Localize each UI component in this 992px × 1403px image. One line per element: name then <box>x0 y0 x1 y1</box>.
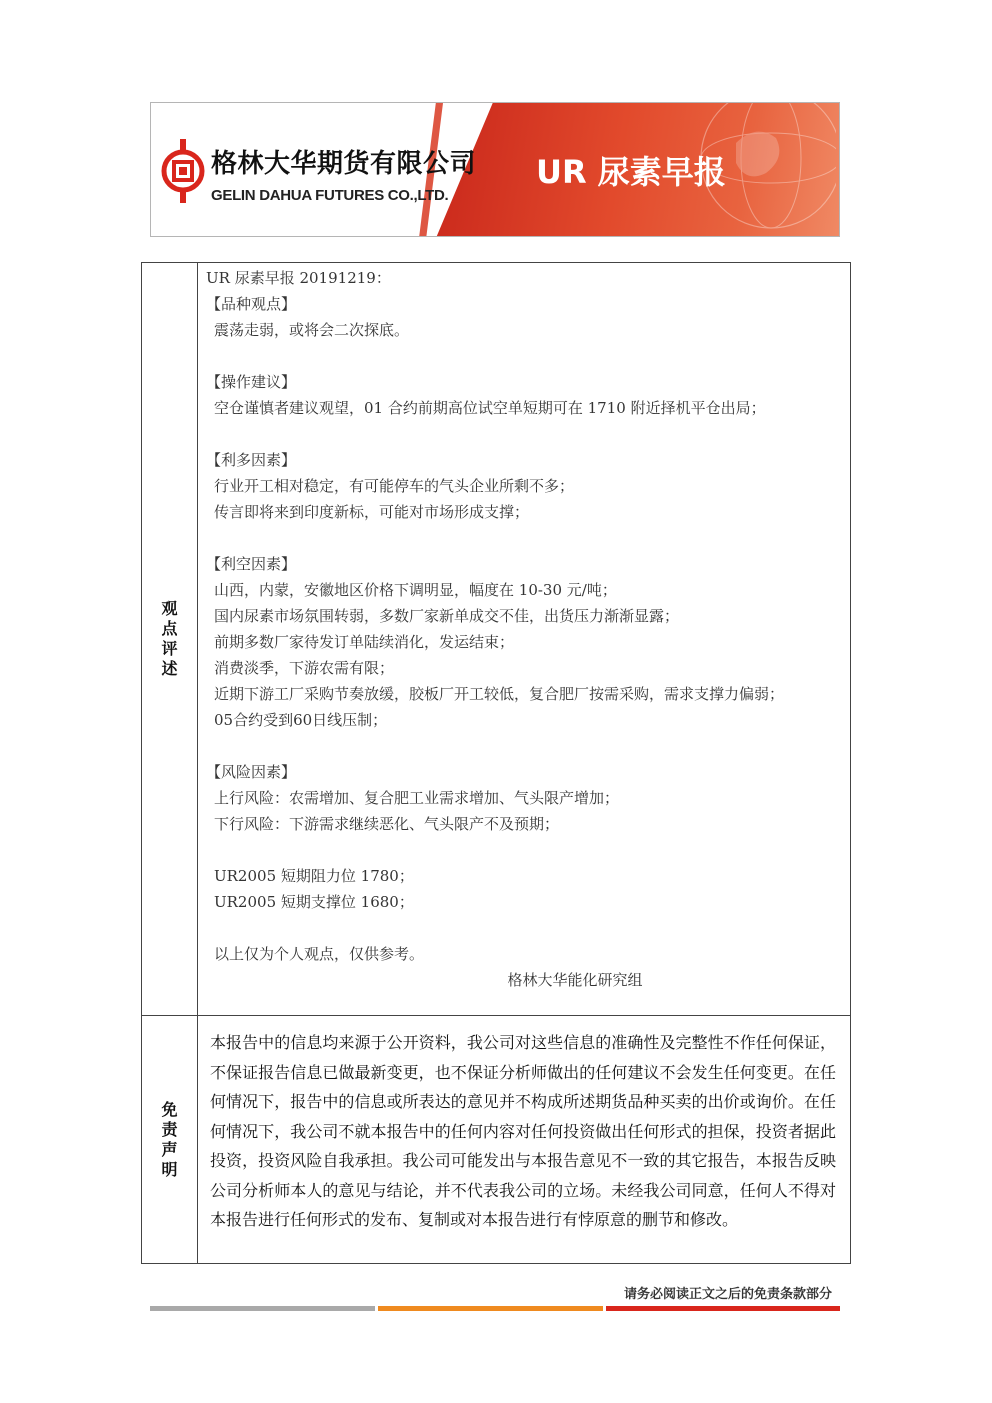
blank-line <box>206 915 844 941</box>
footer-bar-gray <box>150 1306 375 1311</box>
comment-label-cell <box>142 263 198 1016</box>
comment-label: 观点评述 <box>161 599 178 678</box>
comment-line: 【品种观点】 <box>206 295 297 313</box>
disclaimer-text: 本报告中的信息均来源于公开资料，我公司对这些信息的准确性及完整性不作任何保证，不保证报告信息已做最新变更，也不保证分析师做出的任何建议不会发生任何变更。在任何情况下，报告中的信息或所表达的意见并不构成所述期货品种买卖的出价或询价。在任何情况下，我公司不就本报告中的任何内容对任何投资做出任何形式的担保，投资者据此投资，投资风险自我承担。我公司可能发出与本报告意见不一致的其它报告，本报告反映公司分析师本人的意见与结论，并不代表我公司的立场。未经我公司同意，任何人不得对本报告进行任何形式的发布、复制或对本报告进行有悖原意的删节和修改。 <box>210 1033 836 1229</box>
comment-line: 空仓谨慎者建议观望，01 合约前期高位试空单短期可在 1710 附近择机平仓出局； <box>214 399 766 417</box>
disclaimer-content-cell <box>198 1016 851 1264</box>
comment-line: 山西，内蒙，安徽地区价格下调明显，幅度在 10-30 元/吨； <box>214 581 617 599</box>
comment-line: 消费淡季，下游农需有限； <box>214 659 395 677</box>
blank-line <box>206 525 844 551</box>
comment-line: 上行风险：农需增加、复合肥工业需求增加、气头限产增加； <box>214 789 620 807</box>
comment-line: UR 尿素早报 20191219： <box>206 269 391 287</box>
blank-line <box>206 837 844 863</box>
comment-line: 前期多数厂家待发订单陆续消化，发运结束； <box>214 633 515 651</box>
comment-line: 近期下游工厂采购节奏放缓，胶板厂开工较低，复合肥厂按需采购，需求支撑力偏弱； <box>214 685 785 703</box>
blank-line <box>206 733 844 759</box>
signature-line: 格林大华能化研究组 <box>507 971 643 989</box>
comment-line: 以上仅为个人观点，仅供参考。 <box>214 945 425 963</box>
footer-bar-orange <box>378 1306 603 1311</box>
comment-line: UR2005 短期阻力位 1780； <box>214 867 414 885</box>
disclaimer-row <box>142 1016 851 1264</box>
comment-line: 【风险因素】 <box>206 763 297 781</box>
comment-row <box>142 263 851 1016</box>
comment-line: 下行风险：下游需求继续恶化、气头限产不及预期； <box>214 815 560 833</box>
blank-line <box>206 343 844 369</box>
comment-line: 行业开工相对稳定，有可能停车的气头企业所剩不多； <box>214 477 575 495</box>
blank-line <box>206 421 844 447</box>
comment-content <box>198 263 850 993</box>
comment-line: UR2005 短期支撑位 1680； <box>214 893 414 911</box>
company-name-en: GELIN DAHUA FUTURES CO.,LTD. <box>211 187 449 204</box>
footer-note: 请务必阅读正文之后的免责条款部分 <box>623 1287 832 1302</box>
comment-line: 震荡走弱，或将会二次探底。 <box>214 321 410 339</box>
disclaimer-label: 免责声明 <box>161 1099 178 1179</box>
report-title: UR 尿素早报 <box>536 153 726 191</box>
comment-line: 【利多因素】 <box>206 451 297 469</box>
report-table <box>141 262 851 1264</box>
company-logo-icon <box>161 135 205 207</box>
report-banner <box>150 102 840 237</box>
comment-line: 【利空因素】 <box>206 555 297 573</box>
disclaimer-label-cell <box>142 1016 198 1264</box>
comment-line: 05合约受到60日线压制； <box>214 711 388 729</box>
comment-line: 国内尿素市场氛围转弱，多数厂家新单成交不佳，出货压力渐渐显露； <box>214 607 680 625</box>
comment-line: 【操作建议】 <box>206 373 297 391</box>
footer-bar-red <box>606 1306 840 1311</box>
comment-content-cell <box>198 263 851 1016</box>
comment-line: 传言即将来到印度新标，可能对市场形成支撑； <box>214 503 530 521</box>
company-name-cn: 格林大华期货有限公司 <box>211 149 477 179</box>
